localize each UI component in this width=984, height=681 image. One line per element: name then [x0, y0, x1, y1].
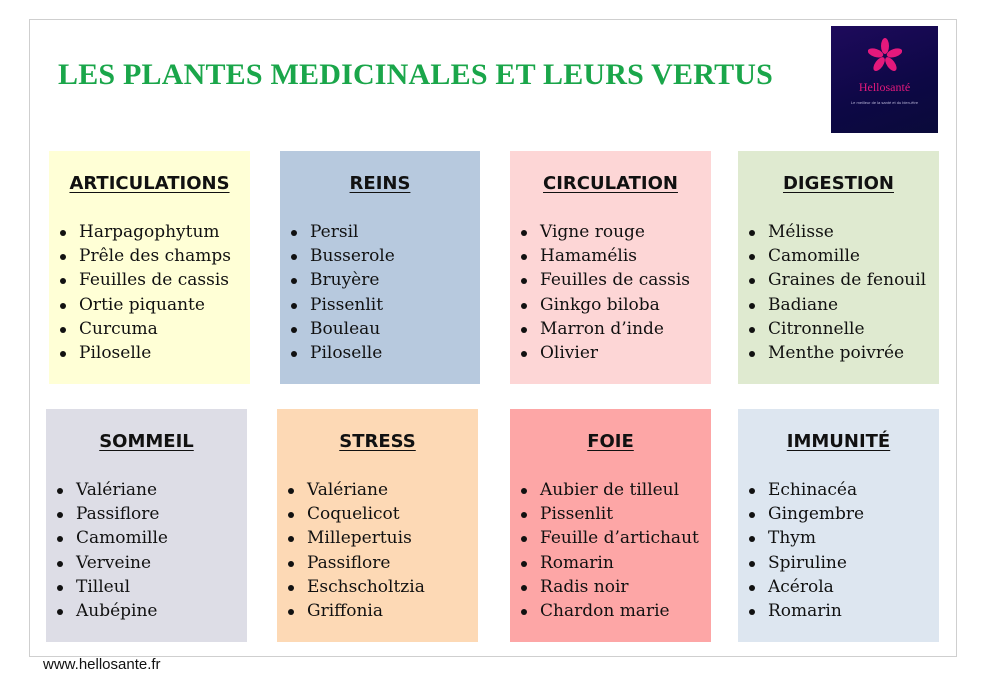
- plant-item: Ginkgo biloba: [518, 293, 690, 317]
- plant-item: Passiflore: [285, 551, 425, 575]
- card-heading: FOIE: [587, 431, 634, 452]
- plant-item: Camomille: [54, 526, 168, 550]
- hellosante-logo: [831, 26, 938, 133]
- plant-item: Romarin: [518, 551, 699, 575]
- plant-item: Bruyère: [288, 268, 395, 292]
- plant-item: Bouleau: [288, 317, 395, 341]
- card-foie: [510, 409, 711, 642]
- plant-item: Echinacéa: [746, 478, 864, 502]
- plant-item: Pissenlit: [288, 293, 395, 317]
- plant-item: Camomille: [746, 244, 926, 268]
- plant-list: [518, 220, 690, 365]
- plant-item: Graines de fenouil: [746, 268, 926, 292]
- plant-item: Vigne rouge: [518, 220, 690, 244]
- plant-item: Radis noir: [518, 575, 699, 599]
- flower-icon: [868, 38, 902, 74]
- card-heading: IMMUNITÉ: [786, 431, 891, 452]
- card-heading: SOMMEIL: [99, 431, 194, 452]
- logo-tagline: Le meilleur de la santé et du bien-être: [850, 100, 919, 105]
- plant-item: Citronnelle: [746, 317, 926, 341]
- plant-list: [285, 478, 425, 623]
- plant-item: Prêle des champs: [57, 244, 231, 268]
- card-heading: REINS: [349, 173, 411, 194]
- card-immunite: [738, 409, 939, 642]
- plant-list: [57, 220, 231, 365]
- card-heading: DIGESTION: [782, 173, 894, 194]
- card-circulation: [510, 151, 711, 384]
- plant-item: Valériane: [285, 478, 425, 502]
- plant-item: Marron d’inde: [518, 317, 690, 341]
- plant-item: Tilleul: [54, 575, 168, 599]
- card-sommeil: [46, 409, 247, 642]
- plant-item: Eschscholtzia: [285, 575, 425, 599]
- plant-item: Feuille d’artichaut: [518, 526, 699, 550]
- plant-item: Chardon marie: [518, 599, 699, 623]
- plant-item: Thym: [746, 526, 864, 550]
- plant-item: Pissenlit: [518, 502, 699, 526]
- plant-item: Badiane: [746, 293, 926, 317]
- plant-item: Harpagophytum: [57, 220, 231, 244]
- plant-item: Persil: [288, 220, 395, 244]
- card-heading: CIRCULATION: [543, 173, 678, 194]
- plant-list: [518, 478, 699, 623]
- card-reins: [280, 151, 480, 384]
- plant-item: Olivier: [518, 341, 690, 365]
- card-heading: ARTICULATIONS: [69, 173, 230, 194]
- page-title: LES PLANTES MEDICINALES ET LEURS VERTUS: [58, 58, 774, 91]
- plant-item: Feuilles de cassis: [518, 268, 690, 292]
- plant-item: Aubier de tilleul: [518, 478, 699, 502]
- website-footer[interactable]: www.hellosante.fr: [43, 656, 161, 673]
- plant-item: Spiruline: [746, 551, 864, 575]
- plant-list: [746, 220, 926, 365]
- plant-item: Feuilles de cassis: [57, 268, 231, 292]
- plant-item: Piloselle: [57, 341, 231, 365]
- plant-list: [288, 220, 395, 365]
- plant-item: Aubépine: [54, 599, 168, 623]
- plant-item: Curcuma: [57, 317, 231, 341]
- plant-item: Coquelicot: [285, 502, 425, 526]
- card-stress: [277, 409, 478, 642]
- plant-item: Ortie piquante: [57, 293, 231, 317]
- plant-list: [54, 478, 168, 623]
- plant-item: Gingembre: [746, 502, 864, 526]
- card-heading: STRESS: [339, 431, 416, 452]
- card-articulations: [49, 151, 250, 384]
- plant-list: [746, 478, 864, 623]
- card-digestion: [738, 151, 939, 384]
- plant-item: Hamamélis: [518, 244, 690, 268]
- plant-item: Acérola: [746, 575, 864, 599]
- plant-item: Verveine: [54, 551, 168, 575]
- plant-item: Menthe poivrée: [746, 341, 926, 365]
- plant-item: Griffonia: [285, 599, 425, 623]
- logo-name: Hellosanté: [858, 80, 911, 94]
- plant-item: Piloselle: [288, 341, 395, 365]
- plant-item: Millepertuis: [285, 526, 425, 550]
- plant-item: Romarin: [746, 599, 864, 623]
- plant-item: Mélisse: [746, 220, 926, 244]
- plant-item: Busserole: [288, 244, 395, 268]
- plant-item: Valériane: [54, 478, 168, 502]
- plant-item: Passiflore: [54, 502, 168, 526]
